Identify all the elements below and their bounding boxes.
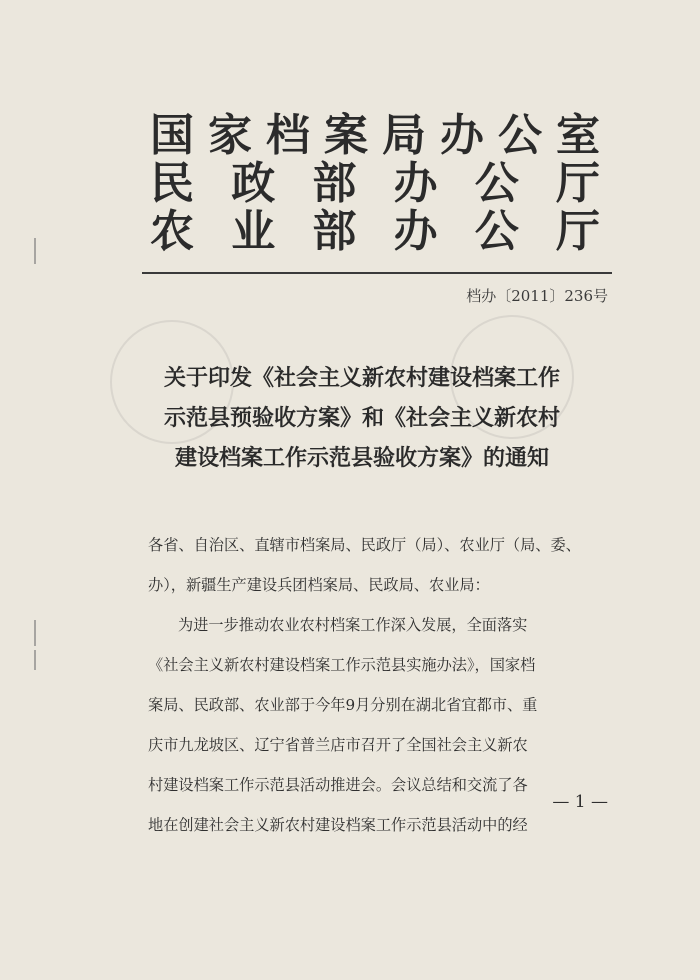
issuer-char: 办 bbox=[393, 158, 438, 209]
title-line-1: 关于印发《社会主义新农村建设档案工作 bbox=[163, 365, 560, 391]
paragraph-line-5: 村建设档案工作示范县活动推进会。会议总结和交流了各 bbox=[148, 776, 528, 794]
issuer-char: 民 bbox=[150, 158, 194, 209]
paragraph-line-3: 案局、民政部、农业部于今年9月分别在湖北省宜都市、重 bbox=[148, 696, 538, 714]
recipients-line-1: 各省、自治区、直辖市档案局、民政厅（局）、农业厅（局、委、 bbox=[148, 536, 581, 554]
issuer-char: 公 bbox=[474, 158, 519, 209]
binding-mark-1 bbox=[34, 238, 36, 264]
issuer-char: 部 bbox=[312, 158, 357, 209]
issuer-char: 农 bbox=[150, 206, 194, 257]
issuer-char: 局 bbox=[382, 110, 426, 161]
document-body bbox=[148, 525, 606, 845]
issuer-char: 厅 bbox=[555, 158, 600, 209]
issuer-line-3 bbox=[150, 208, 600, 256]
paragraph-line-4: 庆市九龙坡区、辽宁省普兰店市召开了全国社会主义新农 bbox=[148, 736, 528, 754]
issuer-line-1 bbox=[150, 112, 600, 160]
issuer-char: 政 bbox=[231, 158, 276, 209]
issuer-char: 部 bbox=[312, 206, 357, 257]
paragraph-line-1: 为进一步推动农业农村档案工作深入发展，全面落实 bbox=[178, 616, 528, 634]
issuer-char: 档 bbox=[266, 110, 310, 161]
paragraph-line-6: 地在创建社会主义新农村建设档案工作示范县活动中的经 bbox=[148, 816, 528, 834]
issuer-char: 办 bbox=[393, 206, 438, 257]
issuer-line-2 bbox=[150, 160, 600, 208]
issuer-char: 公 bbox=[474, 206, 519, 257]
issuer-char: 厅 bbox=[555, 206, 600, 257]
issuer-char: 室 bbox=[556, 110, 600, 161]
document-number: 档办〔2011〕236号 bbox=[466, 287, 608, 305]
recipients-line-2: 办），新疆生产建设兵团档案局、民政局、农业局： bbox=[148, 576, 490, 594]
issuer-char: 公 bbox=[498, 110, 542, 161]
issuer-char: 国 bbox=[150, 110, 194, 161]
issuer-char: 案 bbox=[324, 110, 368, 161]
page-number: — 1 — bbox=[552, 792, 608, 812]
issuer-char: 家 bbox=[208, 110, 252, 161]
binding-mark-3 bbox=[34, 650, 36, 670]
binding-mark-2 bbox=[34, 620, 36, 646]
issuer-char: 办 bbox=[440, 110, 484, 161]
header-rule bbox=[142, 272, 612, 274]
title-line-3: 建设档案工作示范县验收方案》的通知 bbox=[174, 445, 549, 471]
issuer-char: 业 bbox=[231, 206, 276, 257]
issuing-authorities bbox=[150, 112, 600, 256]
document-title bbox=[152, 358, 572, 478]
title-line-2: 示范县预验收方案》和《社会主义新农村 bbox=[163, 405, 560, 431]
paragraph-line-2: 《社会主义新农村建设档案工作示范县实施办法》，国家档 bbox=[148, 656, 536, 674]
